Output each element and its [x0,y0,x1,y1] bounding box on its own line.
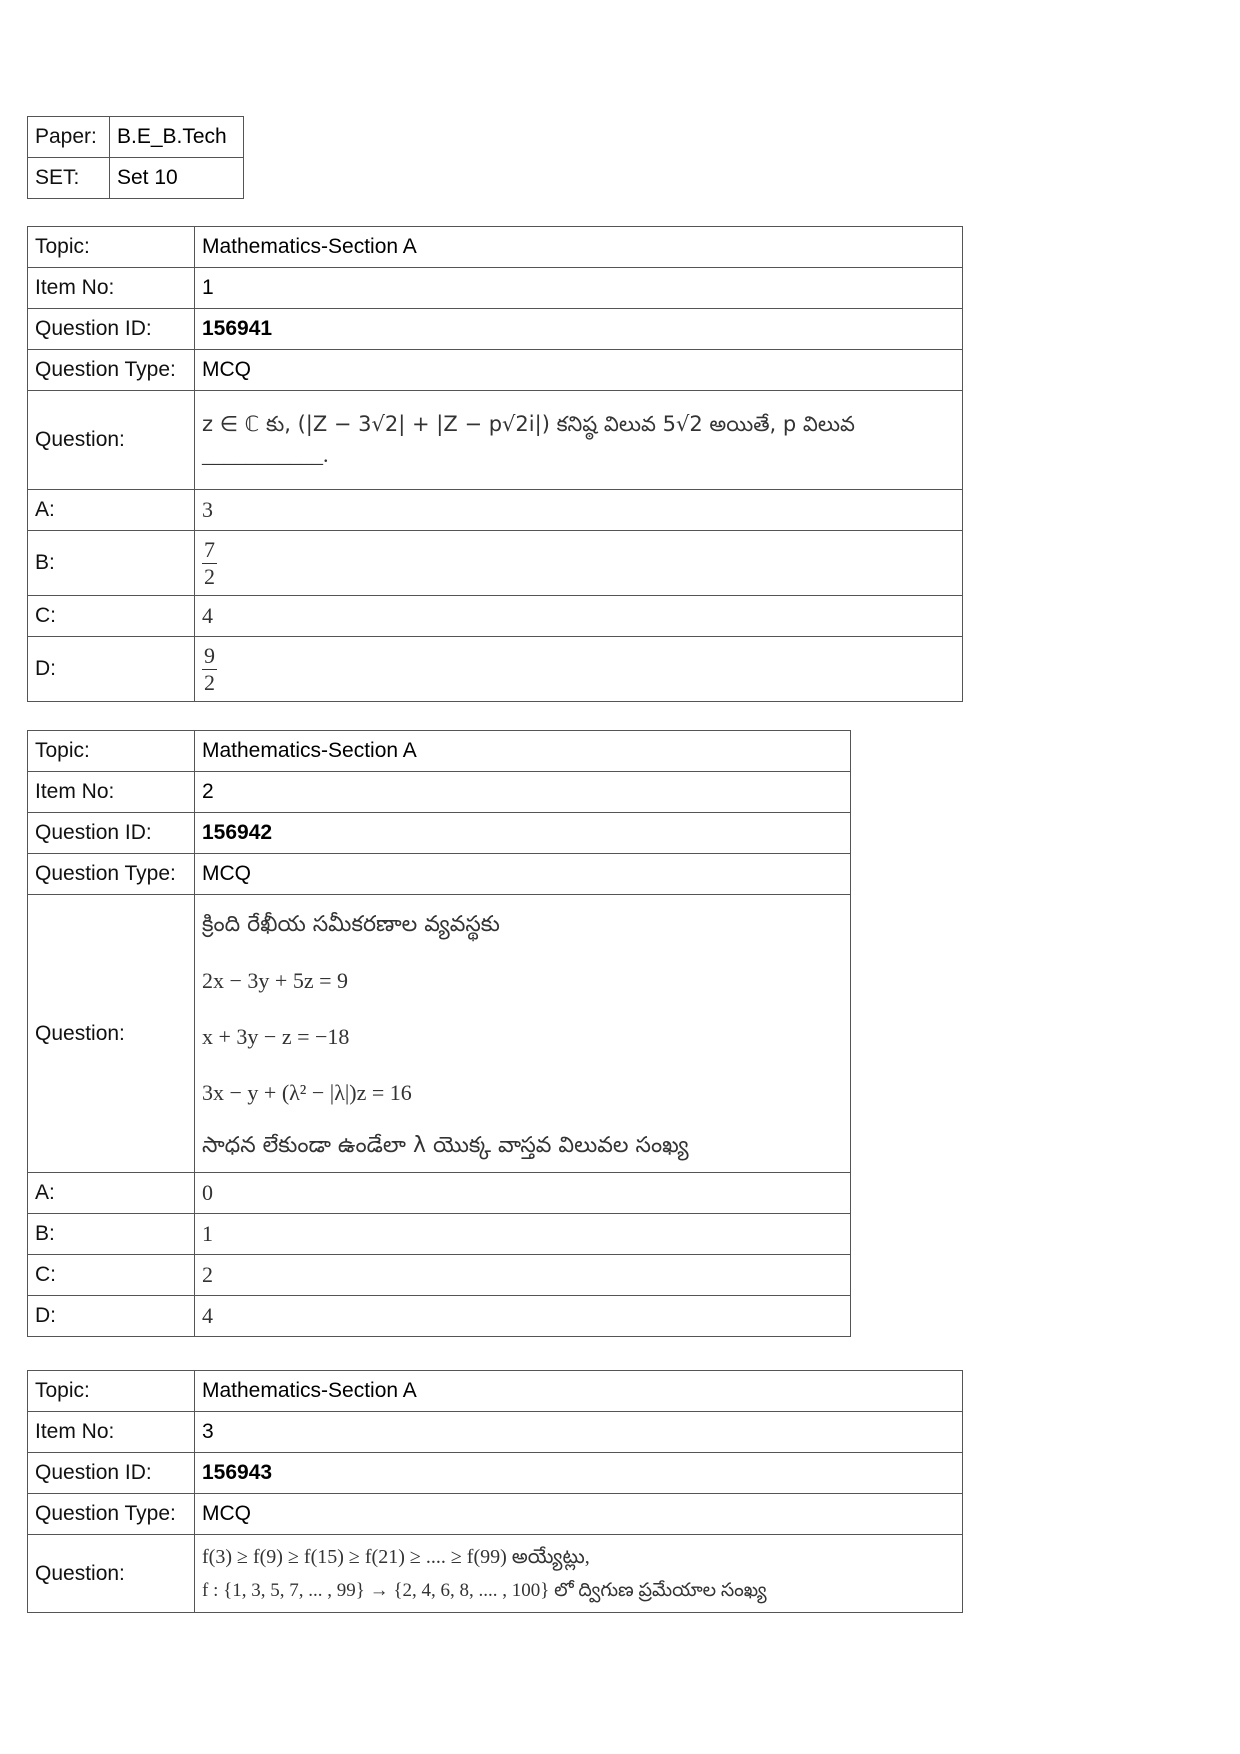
set-label: SET: [28,158,110,199]
question-line: f(3) ≥ f(9) ≥ f(15) ≥ f(21) ≥ .... ≥ f(99) అయ్యేట్లు, [202,1545,590,1568]
option-a-value: 0 [195,1173,851,1214]
option-a-label: A: [28,490,195,531]
question-label: Question: [28,895,195,1173]
option-b-label: B: [28,1214,195,1255]
answer-blank: ___________. [202,442,329,467]
item-no-label: Item No: [28,1412,195,1453]
fraction: $\frac{7}{2}$ [204,536,215,589]
question-text [195,1535,963,1613]
paper-info-table [27,116,244,199]
question-type-label: Question Type: [28,1494,195,1535]
item-no-value: 3 [195,1412,963,1453]
question-type-value: MCQ [195,1494,963,1535]
option-b-value: 1 [195,1214,851,1255]
question-line: క్రింది రేఖీయ సమీకరణాల వ్యవస్థకు [202,911,500,937]
question-id-value: 156943 [195,1453,963,1494]
item-no-label: Item No: [28,772,195,813]
question-label: Question: [28,391,195,490]
question-table-3 [27,1370,963,1613]
question-id-label: Question ID: [28,309,195,350]
option-c-label: C: [28,596,195,637]
topic-label: Topic: [28,731,195,772]
topic-value: Mathematics-Section A [195,227,963,268]
question-type-label: Question Type: [28,350,195,391]
item-no-value: 2 [195,772,851,813]
equation-line: x + 3y − z = −18 [202,1023,350,1049]
topic-label: Topic: [28,227,195,268]
item-no-value: 1 [195,268,963,309]
option-c-value: 2 [195,1255,851,1296]
option-d-value [195,637,963,702]
fraction: $\frac{9}{2}$ [204,642,215,695]
question-line: z ∈ ℂ కు, (|Z − 3√2| + |Z − p√2i|) కనిష్ఠ విలువ 5√2 అయితే, p విలువ [202,412,855,436]
question-line: సాధన లేకుండా ఉండేలా λ యొక్క వాస్తవ విలువల సంఖ్య [202,1132,689,1158]
question-type-value: MCQ [195,350,963,391]
item-no-label: Item No: [28,268,195,309]
option-a-value: 3 [195,490,963,531]
option-b-value [195,531,963,596]
topic-value: Mathematics-Section A [195,731,851,772]
question-text [195,391,963,490]
option-a-label: A: [28,1173,195,1214]
question-line: f : {1, 3, 5, 7, ... , 99} → {2, 4, 6, 8, .... , 100} లో ద్విగుణ ప్రమేయాల సంఖ్య [202,1579,767,1601]
question-id-value: 156942 [195,813,851,854]
equation-line: 3x − y + (λ² − |λ|)z = 16 [202,1079,412,1105]
set-value: Set 10 [110,158,244,199]
question-type-label: Question Type: [28,854,195,895]
question-id-value: 156941 [195,309,963,350]
option-d-label: D: [28,637,195,702]
question-text [195,895,851,1173]
option-d-value: 4 [195,1296,851,1337]
question-id-label: Question ID: [28,813,195,854]
question-type-value: MCQ [195,854,851,895]
option-d-label: D: [28,1296,195,1337]
topic-label: Topic: [28,1371,195,1412]
topic-value: Mathematics-Section A [195,1371,963,1412]
question-label: Question: [28,1535,195,1613]
option-c-label: C: [28,1255,195,1296]
option-b-label: B: [28,531,195,596]
question-table-2 [27,730,851,1337]
question-id-label: Question ID: [28,1453,195,1494]
question-table-1 [27,226,963,702]
paper-label: Paper: [28,117,110,158]
paper-value: B.E_B.Tech [110,117,244,158]
equation-line: 2x − 3y + 5z = 9 [202,967,348,993]
option-c-value: 4 [195,596,963,637]
